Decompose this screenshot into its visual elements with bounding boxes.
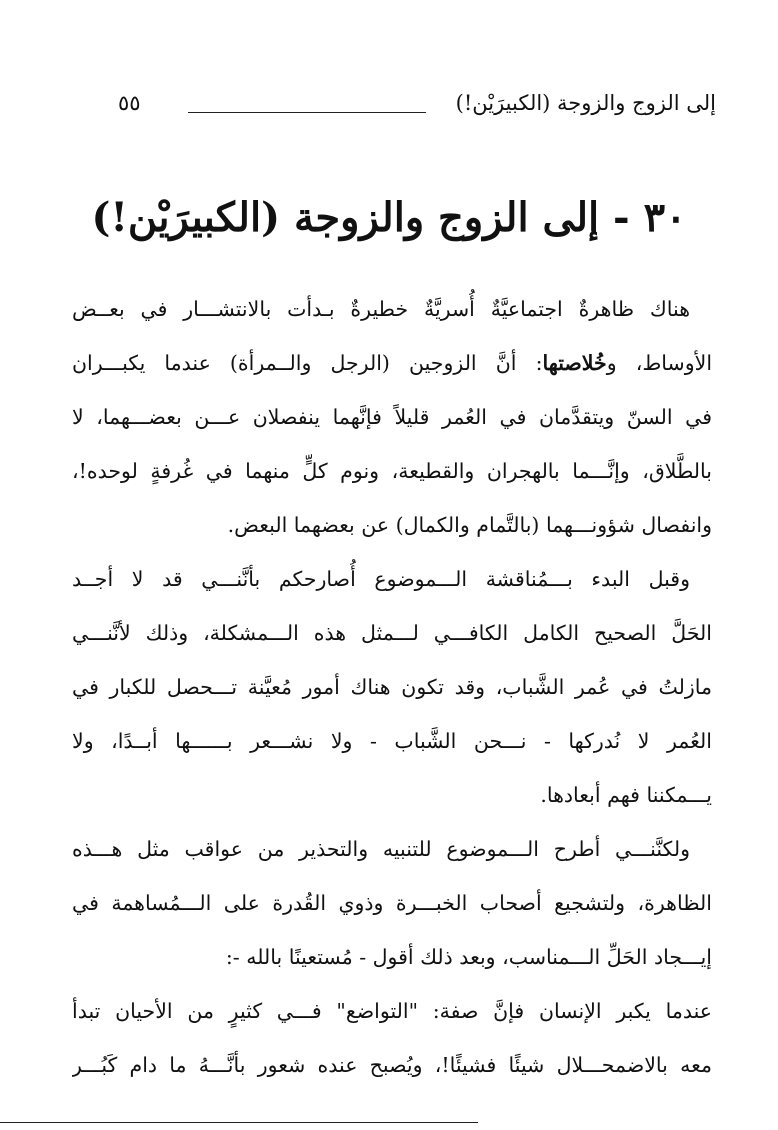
text-line: الظاهرة، ولتشجيع أصحاب الخبـــرة وذوي القُدرة على الـــمُساهمة في [72, 891, 712, 915]
text-line: ولكنَّنـــي أطرح الـــموضوع للتنبيه والتحذير من عواقب مثل هـــذه [72, 837, 690, 861]
page-number: ٥٥ [118, 91, 141, 115]
running-title: إلى الزوج والزوجة (الكبيرَيْن!) [455, 91, 716, 115]
text-line: مازلتُ في عُمر الشَّباب، وقد تكون هناك أمور مُعيَّنة تـــحصل للكبار في [72, 675, 712, 699]
header-rule [188, 112, 426, 113]
text-line: معه بالاضمحـــلال شيئًا فشيئًا!، ويُصبح عنده شعور بأنَّـــهُ ما دام كَبُـــر [72, 1053, 712, 1077]
paragraph-1 [72, 282, 712, 552]
body-text [72, 282, 712, 1092]
text-line: هناك ظاهرةٌ اجتماعيَّةٌ أُسريَّةٌ خطيرةٌ بـدأت بالانتشـــار في بعــض [72, 297, 690, 321]
text-line: وقبل البدء بـــمُناقشة الـــموضوع أُصارحكم بأنَّنـــي قد لا أجــد [72, 567, 690, 591]
bold-term: خُلاصتها [542, 351, 607, 375]
text-line: إيـــجاد الحَلِّ الـــمناسب، وبعد ذلك أقول - مُستعينًا بالله -: [225, 945, 712, 969]
text-line: في السنّ ويتقدَّمان في العُمر قليلاً فإنَّهما ينفصلان عـــن بعضـــهما، لا [72, 405, 712, 429]
paragraph-3 [72, 822, 712, 984]
text-fragment: : أنَّ الزوجين (الرجل والــمرأة) عندما يكبـــران [72, 351, 543, 375]
running-header [118, 88, 716, 122]
footer-rule [0, 1122, 478, 1123]
text-line: وانفصال شؤونـــهما (بالتَّمام والكمال) عن بعضهما البعض. [227, 513, 712, 537]
text-line: الحَلَّ الصحيح الكامل الكافـــي لـــمثل هذه الـــمشكلة، وذلك لأنَّنـــي [72, 621, 712, 645]
paragraph-2 [72, 552, 712, 822]
text-line [72, 336, 712, 390]
text-line: بالطَّلاق، وإنَّـــما بالهجران والقطيعة، ونوم كلٍّ منهما في غُرفةٍ لوحده!، [72, 459, 712, 483]
text-fragment: الأوساط، و [606, 351, 712, 375]
paragraph-4 [72, 984, 712, 1092]
text-line: عندما يكبر الإنسان فإنَّ صفة: "التواضع" فـــي كثيرٍ من الأحيان تبدأ [72, 999, 712, 1023]
text-line: يـــمكننا فهم أبعادها. [540, 783, 712, 807]
chapter-title: ٣٠ - إلى الزوج والزوجة (الكبيرَيْن!) [91, 194, 687, 241]
text-line: العُمر لا نُدركها - نـــحن الشَّباب - ولا نشـــعر بــــــها أبــدًا، ولا [72, 729, 712, 753]
